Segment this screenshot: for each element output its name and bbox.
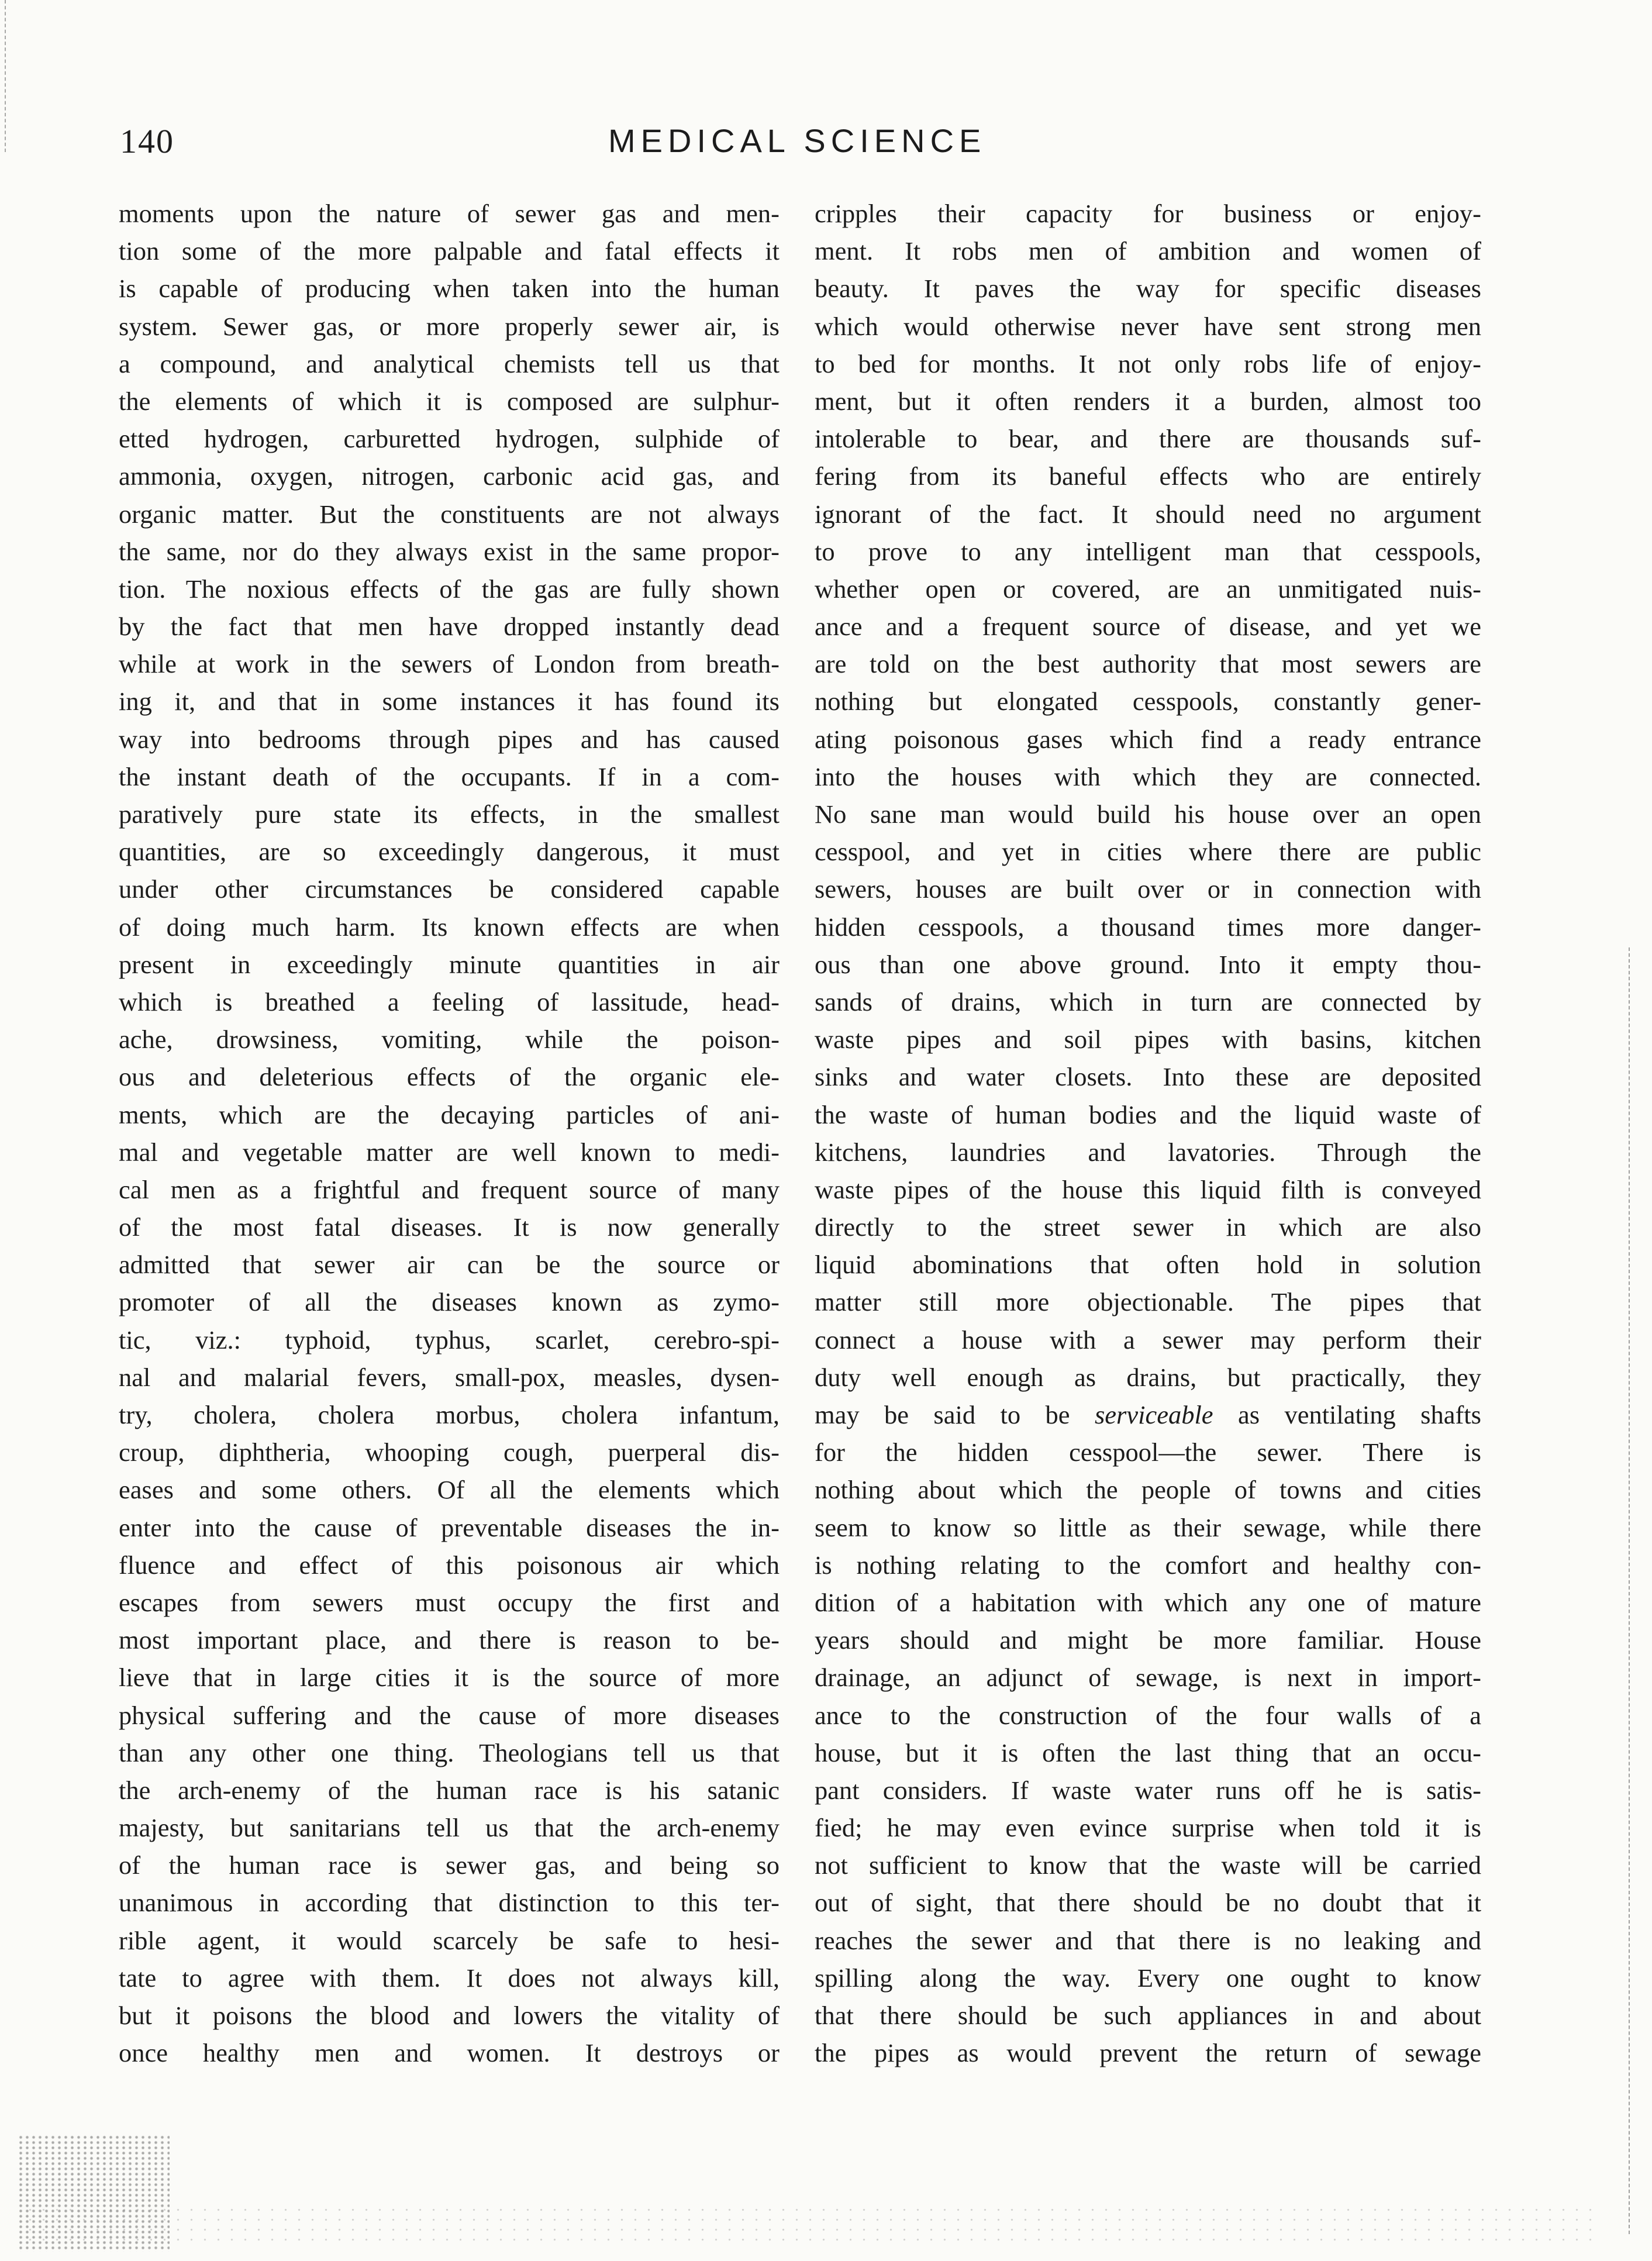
text-line: promoter of all the diseases known as zymo- bbox=[119, 1287, 780, 1317]
text-line: lieve that in large cities it is the source of more bbox=[119, 1663, 780, 1693]
text-line: ammonia, oxygen, nitrogen, carbonic acid gas, and bbox=[119, 461, 780, 491]
text-line: reaches the sewer and that there is no leaking and bbox=[815, 1925, 1481, 1955]
text-line: duty well enough as drains, but practically, they bbox=[815, 1362, 1481, 1392]
scan-noise bbox=[23, 2205, 1602, 2246]
text-line: under other circumstances be considered capable bbox=[119, 874, 780, 904]
text-line: quantities, are so exceedingly dangerous, it must bbox=[119, 837, 780, 867]
text-column-right bbox=[815, 195, 1481, 2090]
text-line: No sane man would build his house over an open bbox=[815, 799, 1481, 829]
text-line: matter still more objectionable. The pipes that bbox=[815, 1287, 1481, 1317]
text-line: etted hydrogen, carburetted hydrogen, sulphide of bbox=[119, 424, 780, 454]
text-line: waste pipes and soil pipes with basins, kitchen bbox=[815, 1025, 1481, 1054]
text-line: tate to agree with them. It does not always kill, bbox=[119, 1963, 780, 1993]
text-line: hidden cesspools, a thousand times more danger- bbox=[815, 912, 1481, 942]
text-line: of the most fatal diseases. It is now generally bbox=[119, 1212, 780, 1242]
text-line: may be said to be serviceable as ventilating shafts bbox=[815, 1400, 1481, 1429]
text-line: which is breathed a feeling of lassitude, head- bbox=[119, 987, 780, 1016]
text-line: ache, drowsiness, vomiting, while the poison- bbox=[119, 1025, 780, 1054]
text-line: ous and deleterious effects of the organic ele- bbox=[119, 1062, 780, 1092]
text-line: kitchens, laundries and lavatories. Through the bbox=[815, 1137, 1481, 1167]
text-line: beauty. It paves the way for specific diseases bbox=[815, 274, 1481, 304]
text-line: once healthy men and women. It destroys or bbox=[119, 2038, 780, 2068]
text-line: spilling along the way. Every one ought to know bbox=[815, 1963, 1481, 1993]
text-line: than any other one thing. Theologians tell us that bbox=[119, 1738, 780, 1767]
text-line: escapes from sewers must occupy the first and bbox=[119, 1587, 780, 1617]
text-line: of the human race is sewer gas, and being so bbox=[119, 1850, 780, 1880]
text-line: drainage, an adjunct of sewage, is next in import- bbox=[815, 1663, 1481, 1693]
text-line: cal men as a frightful and frequent source of many bbox=[119, 1174, 780, 1204]
text-line: majesty, but sanitarians tell us that the arch-enemy bbox=[119, 1813, 780, 1843]
page-number: 140 bbox=[120, 122, 174, 160]
text-line: tion some of the more palpable and fatal effects it bbox=[119, 236, 780, 266]
text-line: ating poisonous gases which find a ready entrance bbox=[815, 724, 1481, 754]
text-line: a compound, and analytical chemists tell us that bbox=[119, 349, 780, 378]
text-line: liquid abominations that often hold in solution bbox=[815, 1250, 1481, 1280]
text-line: years should and might be more familiar. House bbox=[815, 1625, 1481, 1655]
text-line: the instant death of the occupants. If in a com- bbox=[119, 761, 780, 791]
text-line: of doing much harm. Its known effects are when bbox=[119, 912, 780, 942]
text-line: ment. It robs men of ambition and women of bbox=[815, 236, 1481, 266]
emphasized-word: serviceable bbox=[1094, 1400, 1213, 1429]
text-line: nothing about which the people of towns and cities bbox=[815, 1475, 1481, 1505]
text-line: while at work in the sewers of London from breath- bbox=[119, 649, 780, 679]
scan-noise-corner bbox=[18, 2135, 170, 2252]
text-line: fied; he may even evince surprise when told it is bbox=[815, 1813, 1481, 1843]
text-line: out of sight, that there should be no doubt that it bbox=[815, 1888, 1481, 1918]
text-line: present in exceedingly minute quantities in air bbox=[119, 949, 780, 979]
text-line: ment, but it often renders it a burden, almost too bbox=[815, 386, 1481, 416]
text-line: cesspool, and yet in cities where there are public bbox=[815, 837, 1481, 867]
text-line: ance to the construction of the four walls of a bbox=[815, 1700, 1481, 1730]
text-line: eases and some others. Of all the elements which bbox=[119, 1475, 780, 1505]
text-line: to bed for months. It not only robs life of enjoy- bbox=[815, 349, 1481, 378]
text-line: way into bedrooms through pipes and has caused bbox=[119, 724, 780, 754]
text-line: sewers, houses are built over or in connection with bbox=[815, 874, 1481, 904]
running-head: MEDICAL SCIENCE bbox=[608, 122, 987, 159]
text-line: fluence and effect of this poisonous air which bbox=[119, 1550, 780, 1580]
text-line: rible agent, it would scarcely be safe to hesi- bbox=[119, 1925, 780, 1955]
text-line: dition of a habitation with which any one of mature bbox=[815, 1587, 1481, 1617]
text-line: not sufficient to know that the waste will be carried bbox=[815, 1850, 1481, 1880]
text-line: whether open or covered, are an unmitigated nuis- bbox=[815, 574, 1481, 604]
text-line: waste pipes of the house this liquid filth is conveyed bbox=[815, 1174, 1481, 1204]
text-line: intolerable to bear, and there are thousands suf- bbox=[815, 424, 1481, 454]
text-line: admitted that sewer air can be the source or bbox=[119, 1250, 780, 1280]
text-line: the elements of which it is composed are sulphur- bbox=[119, 386, 780, 416]
scan-margin-mark bbox=[1629, 947, 1632, 2234]
text-line: for the hidden cesspool—the sewer. There is bbox=[815, 1438, 1481, 1467]
text-line: most important place, and there is reason to be- bbox=[119, 1625, 780, 1655]
text-line: house, but it is often the last thing that an occu- bbox=[815, 1738, 1481, 1767]
text-line: seem to know so little as their sewage, while there bbox=[815, 1512, 1481, 1542]
text-line: fering from its baneful effects who are entirely bbox=[815, 461, 1481, 491]
text-line: cripples their capacity for business or enjoy- bbox=[815, 199, 1481, 228]
text-line: mal and vegetable matter are well known to medi- bbox=[119, 1137, 780, 1167]
text-line: moments upon the nature of sewer gas and men- bbox=[119, 199, 780, 228]
text-line: the waste of human bodies and the liquid waste of bbox=[815, 1100, 1481, 1129]
text-line: physical suffering and the cause of more diseases bbox=[119, 1700, 780, 1730]
text-line: are told on the best authority that most sewers are bbox=[815, 649, 1481, 679]
text-line: ance and a frequent source of disease, and yet we bbox=[815, 612, 1481, 642]
text-line: ments, which are the decaying particles of ani- bbox=[119, 1100, 780, 1129]
text-line: croup, diphtheria, whooping cough, puerperal dis- bbox=[119, 1438, 780, 1467]
text-line: ing it, and that in some instances it has found its bbox=[119, 687, 780, 716]
scan-edge-mark bbox=[5, 0, 8, 152]
text-line: ous than one above ground. Into it empty thou- bbox=[815, 949, 1481, 979]
text-line: into the houses with which they are connected. bbox=[815, 761, 1481, 791]
text-line: but it poisons the blood and lowers the vitality of bbox=[119, 2001, 780, 2030]
text-line: is capable of producing when taken into the human bbox=[119, 274, 780, 304]
text-line: nothing but elongated cesspools, constantly gener- bbox=[815, 687, 1481, 716]
text-line: the pipes as would prevent the return of sewage bbox=[815, 2038, 1481, 2068]
text-line: enter into the cause of preventable diseases the in- bbox=[119, 1512, 780, 1542]
text-line: which would otherwise never have sent strong men bbox=[815, 311, 1481, 341]
text-line: try, cholera, cholera morbus, cholera infantum, bbox=[119, 1400, 780, 1429]
text-line: sinks and water closets. Into these are deposited bbox=[815, 1062, 1481, 1092]
text-line: pant considers. If waste water runs off he is satis- bbox=[815, 1775, 1481, 1805]
text-line: directly to the street sewer in which are also bbox=[815, 1212, 1481, 1242]
text-line: sands of drains, which in turn are connected by bbox=[815, 987, 1481, 1016]
text-line: organic matter. But the constituents are not always bbox=[119, 499, 780, 529]
text-line: that there should be such appliances in and about bbox=[815, 2001, 1481, 2030]
text-line: ignorant of the fact. It should need no argument bbox=[815, 499, 1481, 529]
text-line: paratively pure state its effects, in the smallest bbox=[119, 799, 780, 829]
text-line: system. Sewer gas, or more properly sewer air, is bbox=[119, 311, 780, 341]
text-line: tic, viz.: typhoid, typhus, scarlet, cerebro-spi- bbox=[119, 1325, 780, 1354]
text-line: the same, nor do they always exist in the same propor- bbox=[119, 536, 780, 566]
text-line: unanimous in according that distinction to this ter- bbox=[119, 1888, 780, 1918]
text-line: connect a house with a sewer may perform their bbox=[815, 1325, 1481, 1354]
text-line: is nothing relating to the comfort and healthy con- bbox=[815, 1550, 1481, 1580]
text-line: to prove to any intelligent man that cesspools, bbox=[815, 536, 1481, 566]
text-line: by the fact that men have dropped instantly dead bbox=[119, 612, 780, 642]
text-line: the arch-enemy of the human race is his satanic bbox=[119, 1775, 780, 1805]
text-line: nal and malarial fevers, small-pox, measles, dysen- bbox=[119, 1362, 780, 1392]
text-column-left bbox=[119, 195, 780, 2090]
text-line: tion. The noxious effects of the gas are fully shown bbox=[119, 574, 780, 604]
